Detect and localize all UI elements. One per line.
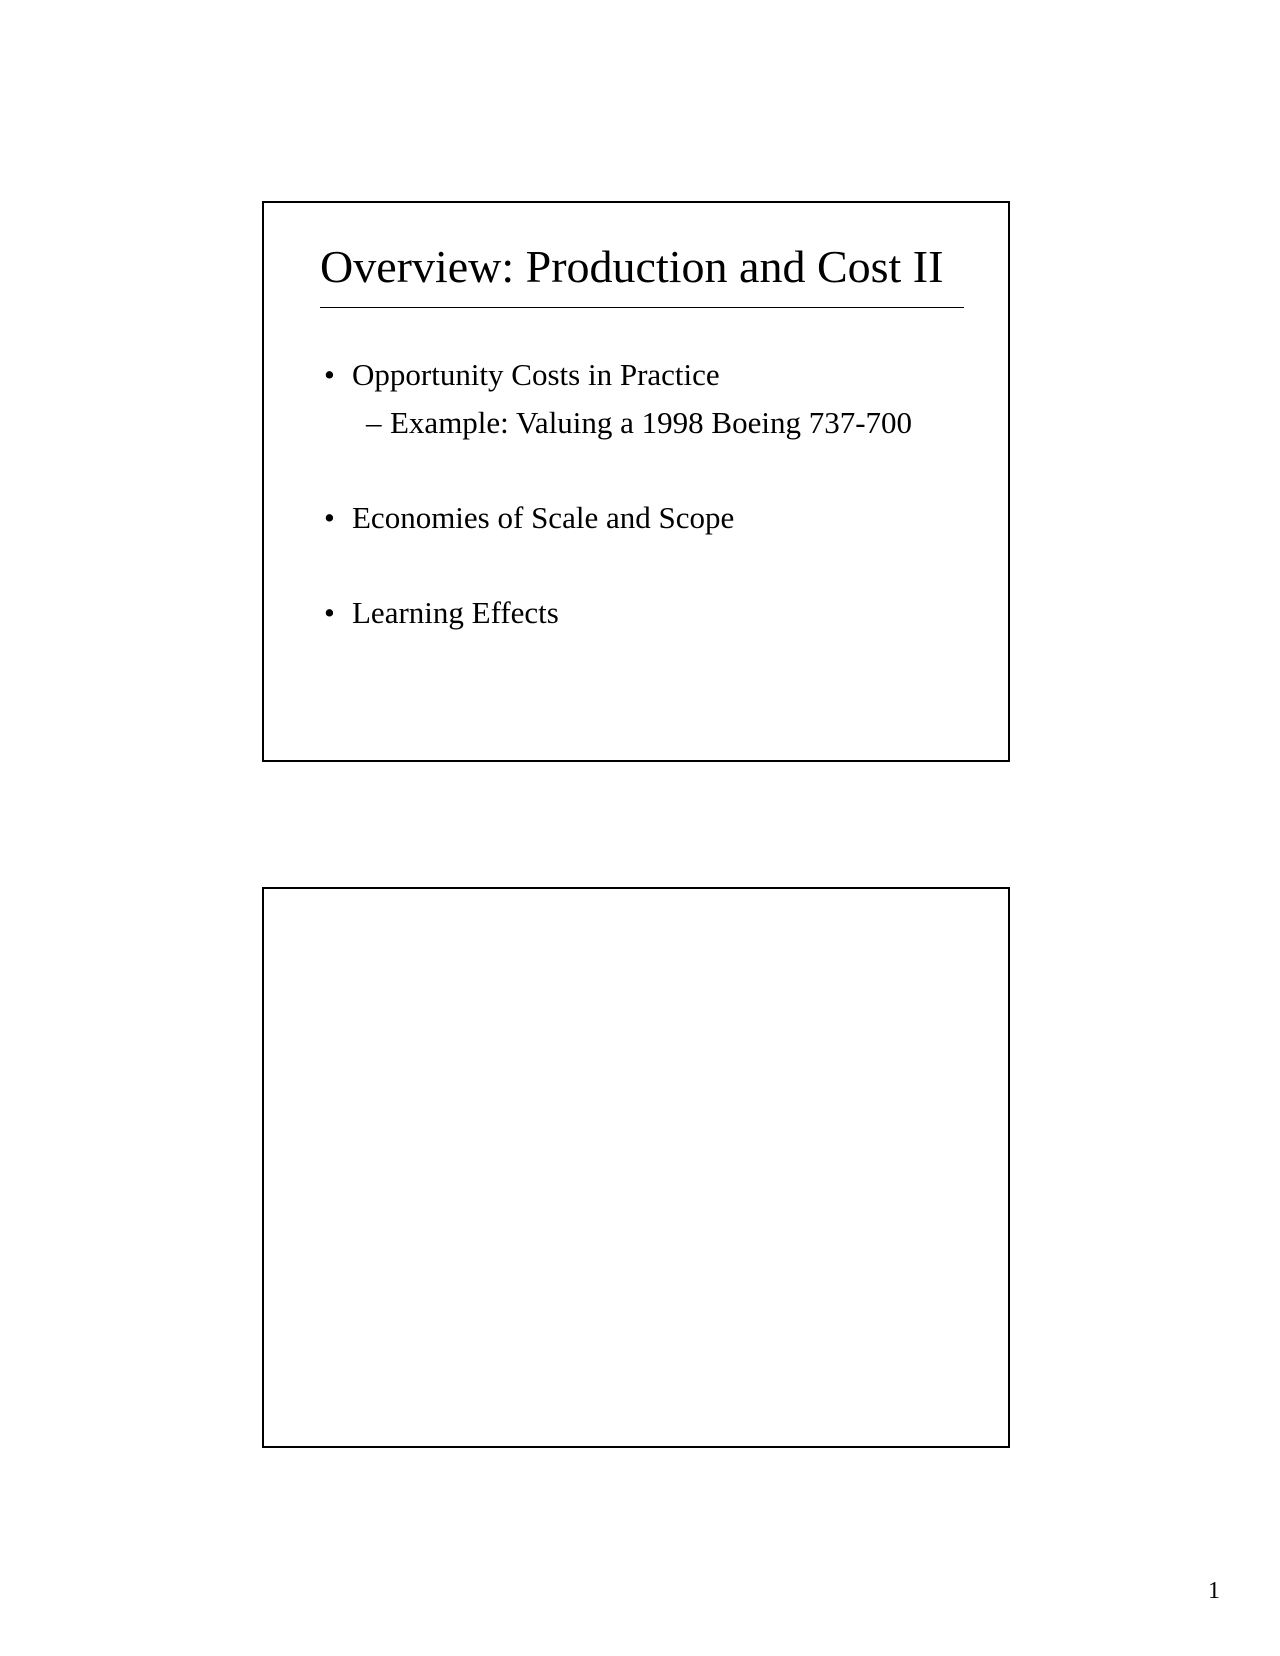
bullet-label: Economies of Scale and Scope <box>352 500 735 535</box>
slide-1 <box>262 201 1010 762</box>
slide-2-blank <box>262 887 1010 1448</box>
sub-bullet-label: Example: Valuing a 1998 Boeing 737-700 <box>390 405 913 440</box>
bullet-label: Learning Effects <box>352 595 559 630</box>
slide-title: Overview: Production and Cost II <box>320 241 944 292</box>
bullet-item-opportunity-costs <box>324 351 984 399</box>
bullet-list <box>324 351 984 637</box>
page-number: 1 <box>1208 1578 1220 1604</box>
title-divider <box>320 307 964 308</box>
bullet-label: Opportunity Costs in Practice <box>352 357 720 392</box>
bullet-item-learning-effects <box>324 589 984 637</box>
bullet-marker: • <box>324 357 335 392</box>
bullet-marker: • <box>324 500 335 535</box>
sub-bullet-marker: – <box>366 405 382 440</box>
bullet-item-economies-of-scale <box>324 494 984 542</box>
bullet-marker: • <box>324 595 335 630</box>
sub-bullet-item-boeing-example <box>324 399 984 447</box>
